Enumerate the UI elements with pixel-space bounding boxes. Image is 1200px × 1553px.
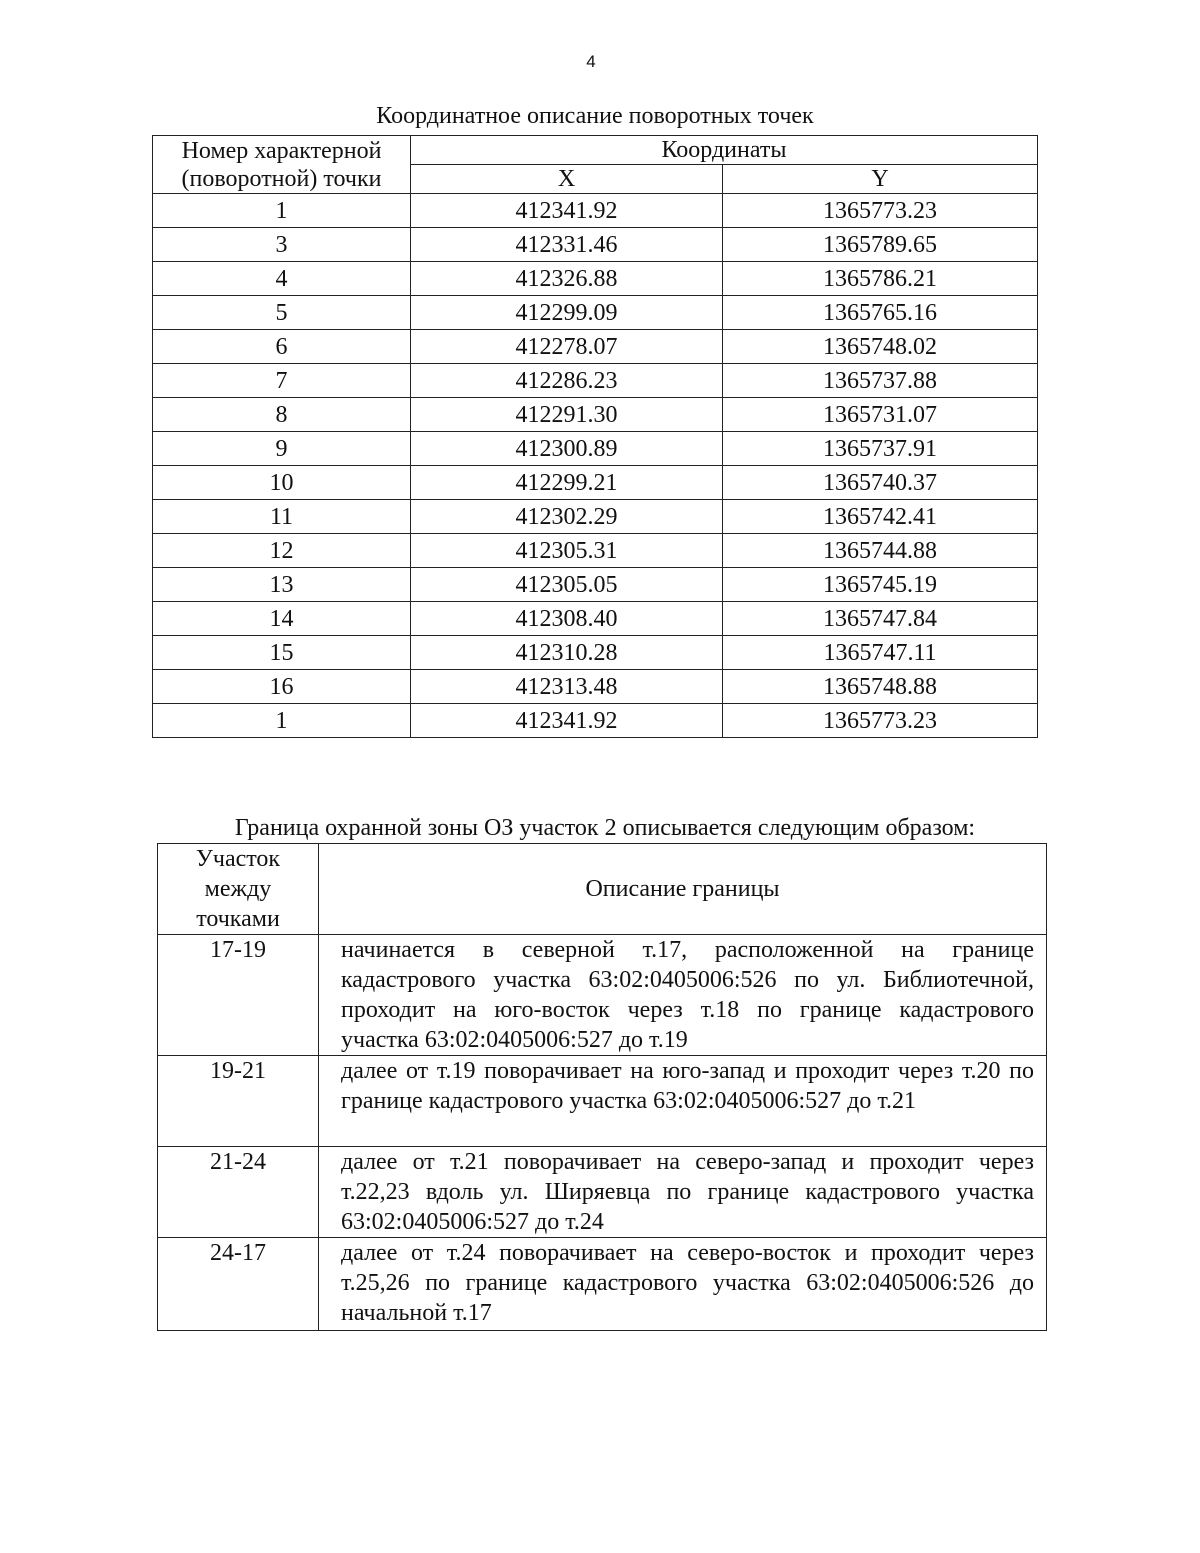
cell-point: 4 [153, 262, 411, 296]
table-row [153, 228, 1038, 262]
cell-y: 1365744.88 [723, 534, 1038, 568]
cell-x: 412341.92 [411, 704, 723, 738]
cell-y: 1365748.02 [723, 330, 1038, 364]
cell-point: 1 [153, 704, 411, 738]
cell-y: 1365737.88 [723, 364, 1038, 398]
cell-y: 1365742.41 [723, 500, 1038, 534]
cell-x: 412313.48 [411, 670, 723, 704]
cell-description: начинается в северной т.17, расположенной на границе кадастрового участка 63:02:0405006:526 по ул. Библиотечной, проходит на юго-восток через т.18 по границе кадастрового участка 63:02:0405006:527 до т.19 [319, 935, 1047, 1056]
cell-segment: 19-21 [158, 1056, 319, 1147]
header-description: Описание границы [319, 844, 1047, 935]
table-row [158, 1056, 1047, 1147]
cell-segment: 21-24 [158, 1147, 319, 1238]
cell-x: 412331.46 [411, 228, 723, 262]
table-row [158, 935, 1047, 1056]
cell-x: 412300.89 [411, 432, 723, 466]
header-coords: Координаты [411, 136, 1038, 165]
cell-point: 15 [153, 636, 411, 670]
cell-x: 412278.07 [411, 330, 723, 364]
boundary-table [157, 843, 1047, 1331]
cell-x: 412291.30 [411, 398, 723, 432]
cell-y: 1365737.91 [723, 432, 1038, 466]
table-row [153, 602, 1038, 636]
table-row [153, 194, 1038, 228]
table-row [153, 636, 1038, 670]
cell-x: 412302.29 [411, 500, 723, 534]
cell-point: 11 [153, 500, 411, 534]
table-row [153, 534, 1038, 568]
cell-point: 8 [153, 398, 411, 432]
header-point: Номер характерной (поворотной) точки [153, 136, 411, 194]
cell-description: далее от т.19 поворачивает на юго-запад и проходит через т.20 по границе кадастрового участка 63:02:0405006:527 до т.21 [319, 1056, 1047, 1147]
table-row [153, 296, 1038, 330]
cell-point: 12 [153, 534, 411, 568]
cell-y: 1365745.19 [723, 568, 1038, 602]
cell-point: 3 [153, 228, 411, 262]
table-row [153, 704, 1038, 738]
cell-x: 412299.21 [411, 466, 723, 500]
cell-point: 5 [153, 296, 411, 330]
table-row [153, 670, 1038, 704]
cell-y: 1365748.88 [723, 670, 1038, 704]
boundary-table-title: Граница охранной зоны ОЗ участок 2 описывается следующим образом: [234, 815, 976, 841]
cell-x: 412341.92 [411, 194, 723, 228]
cell-description: далее от т.24 поворачивает на северо-восток и проходит через т.25,26 по границе кадастрового участка 63:02:0405006:526 до начальной т.17 [319, 1238, 1047, 1331]
cell-y: 1365789.65 [723, 228, 1038, 262]
cell-segment: 17-19 [158, 935, 319, 1056]
coordinates-table-title: Координатное описание поворотных точек [376, 103, 814, 129]
cell-x: 412305.05 [411, 568, 723, 602]
cell-point: 9 [153, 432, 411, 466]
header-segment: Участок между точками [158, 844, 319, 935]
cell-x: 412305.31 [411, 534, 723, 568]
cell-x: 412308.40 [411, 602, 723, 636]
table-row [153, 364, 1038, 398]
coordinates-table [152, 135, 1038, 738]
cell-point: 16 [153, 670, 411, 704]
table-row [158, 1238, 1047, 1331]
cell-point: 7 [153, 364, 411, 398]
table-row [158, 1147, 1047, 1238]
table-row [153, 568, 1038, 602]
cell-x: 412310.28 [411, 636, 723, 670]
cell-y: 1365747.84 [723, 602, 1038, 636]
cell-segment: 24-17 [158, 1238, 319, 1331]
cell-x: 412326.88 [411, 262, 723, 296]
cell-y: 1365773.23 [723, 704, 1038, 738]
header-y: Y [723, 165, 1038, 194]
cell-y: 1365740.37 [723, 466, 1038, 500]
table-row [153, 398, 1038, 432]
cell-description: далее от т.21 поворачивает на северо-запад и проходит через т.22,23 вдоль ул. Ширяевца по границе кадастрового участка 63:02:0405006:527 до т.24 [319, 1147, 1047, 1238]
table-row [153, 262, 1038, 296]
table-row [153, 432, 1038, 466]
cell-point: 13 [153, 568, 411, 602]
cell-point: 10 [153, 466, 411, 500]
cell-y: 1365786.21 [723, 262, 1038, 296]
header-x: X [411, 165, 723, 194]
cell-point: 6 [153, 330, 411, 364]
cell-y: 1365731.07 [723, 398, 1038, 432]
cell-y: 1365765.16 [723, 296, 1038, 330]
cell-y: 1365747.11 [723, 636, 1038, 670]
cell-x: 412286.23 [411, 364, 723, 398]
table-row [153, 330, 1038, 364]
cell-x: 412299.09 [411, 296, 723, 330]
table-row [153, 466, 1038, 500]
cell-y: 1365773.23 [723, 194, 1038, 228]
page-number: 4 [586, 52, 596, 71]
table-row [153, 500, 1038, 534]
cell-point: 14 [153, 602, 411, 636]
cell-point: 1 [153, 194, 411, 228]
